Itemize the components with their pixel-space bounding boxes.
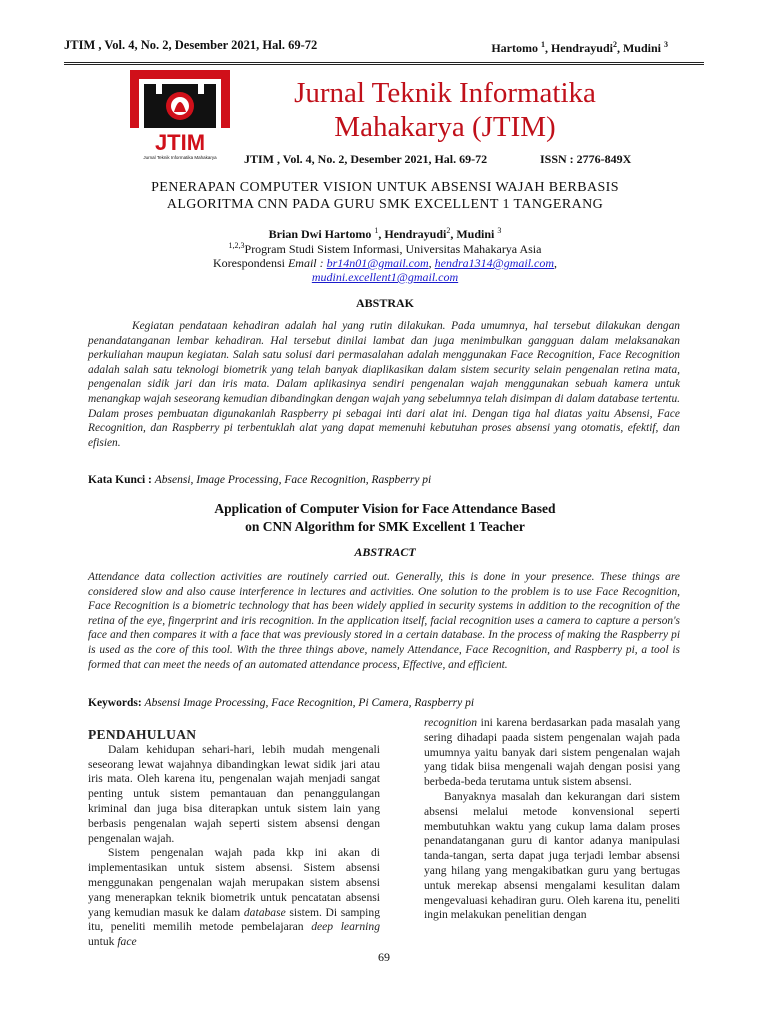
abstrak-heading: ABSTRAK — [355, 296, 414, 310]
running-header-authors: Hartomo $^1$, Hendrayudi$^2$, Mudini $^3$ — [491, 40, 668, 55]
correspondence-line-2 — [90, 270, 680, 285]
journal-title: Jurnal Teknik Informatika Mahakarya (JTIM) — [294, 77, 596, 143]
abstract-heading: ABSTRACT — [354, 545, 416, 559]
svg-text:Jurnal Teknik Informatika Maha: Jurnal Teknik Informatika Mahakarya — [143, 155, 217, 160]
english-title: Application of Computer Vision for Face Attendance Based on CNN Algorithm for SMK Excellent 1 Teacher — [214, 501, 556, 534]
page-number: 69 — [378, 950, 390, 964]
abstract-body: Attendance data collection activities are routinely carried out. Generally, this is done in your presence. These things are considered slow and also cause interference in lectures and activities. One solution to the problem is to use Face Recognition, Face Recognition is a biometric technology that has been widely applied in security systems in addition to the recognition of the retina of the eye, fingerprint and iris recognition. In the application itself, facial recognition uses a camera to capture a person's face and then compares it with a face that was previously stored in a certain database. In the process of making the Raspberry pi is used as the core of this tool. With the three things above, namely Attendance, Face Recognition, and Raspberry pi, a tool is formed that can meet the needs of an automated attendance process, Effective, and efficient. — [88, 571, 680, 671]
correspondence: Korespondensi Email : br14n01@gmail.com, hendra1314@gmail.com, — [212, 256, 558, 270]
paragraph: recognition ini karena berdasarkan pada masalah yang sering dihadapi paada sistem pengenalan wajah pada umumnya yaitu banyak dari sistem pengenalan wajah yang tidak biisa mengenali wajah dengan posisi yang berbeda-beda terutama untuk sistem absensi. — [424, 716, 680, 789]
section-heading-pendahuluan: PENDAHULUAN — [88, 727, 197, 742]
jtim-logo — [126, 66, 234, 162]
keywords: Keywords: Absensi Image Processing, Face Recognition, Pi Camera, Raspberry pi — [88, 697, 475, 709]
body-column-left — [88, 728, 380, 950]
kata-kunci: Kata Kunci : Absensi, Image Processing, Face Recognition, Raspberry pi — [88, 474, 432, 486]
running-header-left: JTIM , Vol. 4, No. 2, Desember 2021, Hal. 69-72 — [64, 38, 318, 52]
header-rule — [64, 62, 704, 65]
paragraph: Banyaknya masalah dan kekurangan dari sistem absensi melalui metode konvensional seperti membutuhkan waktu yang cukup lama dalam proses penandatanganan guru di kantor adanya manipulasi tanda-tangan, serta dapat juga terjadi lembar absensi yang hilang yang mengakibatkan guru yang bertugas untuk merekap absensi mengalami kesulitan dalam mengevaluasi kehadiran guru. Oleh karena itu, peneliti ingin melakukan penelitian dengan — [424, 789, 680, 922]
abstrak-body: Kegiatan pendataan kehadiran adalah hal yang rutin dilakukan. Pada umumnya, hal tersebut dilakukan dengan penandatanganan lembar kehadiran. Hal tersebut dinilai lambat dan juga menimbulkan gangguan dalam melaksanakan perkuliahan maupun kegiatan. Salah satu solusi dari permasalahan adalah menggunakan Face Recognition, Face Recognition adalah salah satu teknologi biometrik yang telah banyak diaplikasikan dalam sistem security selain pengenalan retina mata, pengenalan sidik jari dan iris mata. Dalam aplikasinya sendiri pengenalan wajah menggunakan sebuah kamera untuk menangkap wajah seseorang kemudian dibandingkan dengan wajah yang sebelumnya telah disimpan di dalam database tertentu. Dalam proses pembuatan digunakanlah Raspberry pi sebagai inti dari alat ini. Dengan tiga hal diatas yaitu Absensi, Face Recognition, dan Raspberry pi terbentuklah alat yang dapat memenuhi kebutuhan proses absensi yang otomatis, efektif, dan efisien. — [88, 320, 680, 449]
paper-title: PENERAPAN COMPUTER VISION UNTUK ABSENSI WAJAH BERBASIS ALGORITMA CNN PADA GURU SMK EXCELLENT 1 TANGERANG — [151, 180, 619, 212]
affiliation: $^{1,2,3}$Program Studi Sistem Informasi, Universitas Mahakarya Asia — [228, 241, 542, 256]
body-column-right — [424, 716, 680, 923]
paragraph: Sistem pengenalan wajah pada kkp ini akan di implementasikan untuk sistem absensi. Sistem absensi menggunakan pengenalan wajah merupakan sistem absensi yang menerapkan teknik biometrik untuk pencatatan absensi yang kemudian masuk ke dalam database sistem. Di samping itu, peneliti memilih metode pembelajaran deep learning untuk face — [88, 846, 380, 949]
email-link-3[interactable]: mudini.excellent1@gmail.com — [311, 270, 459, 284]
svg-text:JTIM: JTIM — [154, 130, 206, 155]
email-link-1[interactable]: br14n01@gmail.com — [326, 256, 429, 270]
paper-authors: Brian Dwi Hartomo $^1$, Hendrayudi$^2$, Mudini $^3$ — [268, 226, 502, 241]
journal-info: JTIM , Vol. 4, No. 2, Desember 2021, Hal. 69-72 — [244, 152, 488, 166]
email-link-2[interactable]: hendra1314@gmail.com — [434, 256, 555, 270]
journal-issn: ISSN : 2776-849X — [540, 152, 632, 166]
paragraph: Dalam kehidupan sehari-hari, lebih mudah mengenali seseorang lewat wajahnya dibandingkan lewat sidik jari atau iris mata. Oleh karena itu, pengenalan wajah menjadi sangat penting untuk sistem pemantauan dan penanggulangan kriminal dan juga bisa diterapkan untuk sistem lain yang berbasis pengenalan wajah seperti sistem absensi dengan pengenalan wajah. — [88, 742, 380, 845]
